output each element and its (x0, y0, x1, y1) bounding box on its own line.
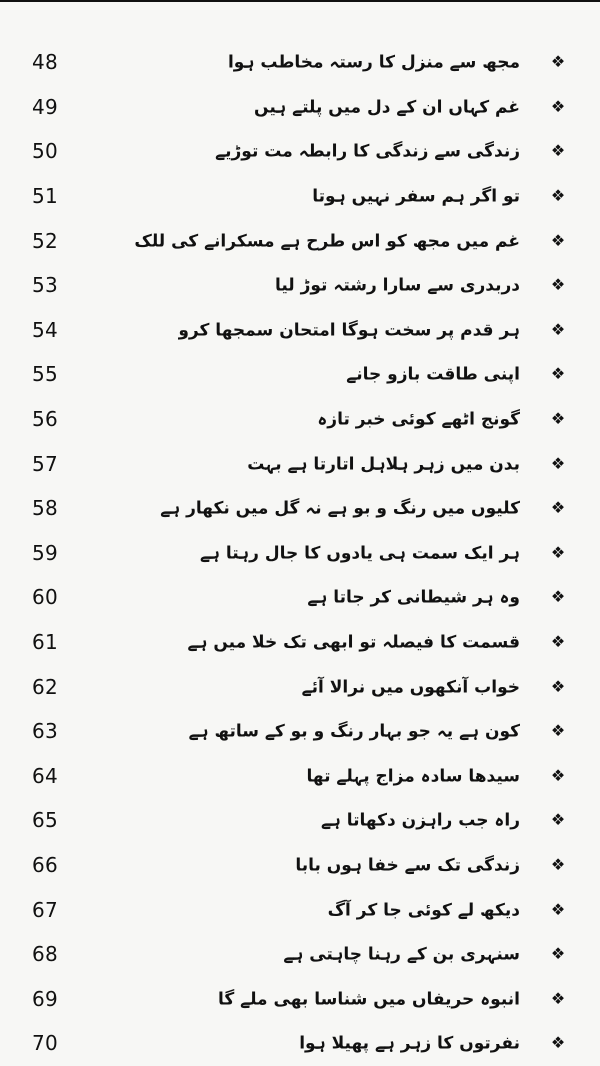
toc-entry (0, 1021, 600, 1066)
page-number: 49 (32, 94, 59, 119)
page-number: 57 (32, 451, 59, 476)
toc-entry (0, 441, 600, 486)
entry-title: مجھ سے منزل کا رستہ مخاطب ہوا (227, 52, 520, 73)
diamond-bullet-icon: ❖ (550, 364, 566, 384)
toc-entry (0, 754, 600, 799)
toc-entry (0, 620, 600, 665)
toc-entry (0, 486, 600, 531)
toc-entry (0, 129, 600, 174)
entry-title: زندگی سے زندگی کا رابطہ مت توڑیے (215, 141, 520, 162)
diamond-bullet-icon: ❖ (550, 409, 566, 429)
diamond-bullet-icon: ❖ (550, 96, 566, 116)
toc-entry (0, 218, 600, 263)
toc-entry (0, 263, 600, 308)
diamond-bullet-icon: ❖ (550, 453, 566, 473)
diamond-bullet-icon: ❖ (550, 319, 566, 339)
toc-entry (0, 174, 600, 219)
entry-title: زندگی تک سے خفا ہوں بابا (295, 855, 520, 876)
page-number: 53 (32, 273, 59, 298)
diamond-bullet-icon: ❖ (550, 899, 566, 919)
entry-title: سنہری بن کے رہنا چاہتی ہے (283, 944, 520, 965)
table-of-contents (0, 40, 600, 1066)
toc-entry (0, 709, 600, 754)
page-number: 69 (32, 986, 59, 1011)
toc-entry (0, 575, 600, 620)
diamond-bullet-icon: ❖ (550, 1033, 566, 1053)
page-number: 55 (32, 362, 59, 387)
toc-entry (0, 85, 600, 130)
toc-entry (0, 887, 600, 932)
page-number: 50 (32, 139, 59, 164)
diamond-bullet-icon: ❖ (550, 988, 566, 1008)
entry-title: تو اگر ہم سفر نہیں ہوتا (312, 186, 520, 207)
page-number: 66 (32, 852, 59, 877)
page-number: 56 (32, 407, 59, 432)
page-number: 70 (32, 1031, 59, 1056)
diamond-bullet-icon: ❖ (550, 854, 566, 874)
diamond-bullet-icon: ❖ (550, 944, 566, 964)
entry-title: گونج اٹھے کوئی خبر تازہ (317, 409, 520, 430)
entry-title: قسمت کا فیصلہ تو ابھی تک خلا میں ہے (187, 632, 520, 653)
toc-entry (0, 40, 600, 85)
page-number: 54 (32, 317, 59, 342)
diamond-bullet-icon: ❖ (550, 810, 566, 830)
diamond-bullet-icon: ❖ (550, 141, 566, 161)
page-number: 68 (32, 942, 59, 967)
entry-title: انبوہ حریفاں میں شناسا بھی ملے گا (217, 989, 520, 1010)
page-number: 61 (32, 630, 59, 655)
diamond-bullet-icon: ❖ (550, 52, 566, 72)
entry-title: اپنی طاقت بازو جانے (346, 364, 520, 385)
page-number: 63 (32, 719, 59, 744)
page-number: 58 (32, 496, 59, 521)
entry-title: خواب آنکھوں میں نرالا آئے (301, 677, 520, 698)
diamond-bullet-icon: ❖ (550, 542, 566, 562)
toc-entry (0, 843, 600, 888)
entry-title: غم کہاں ان کے دل میں پلتے ہیں (254, 97, 520, 118)
diamond-bullet-icon: ❖ (550, 721, 566, 741)
toc-entry (0, 664, 600, 709)
entry-title: ہر ایک سمت ہی یادوں کا جال رہتا ہے (200, 543, 520, 564)
entry-title: نفرتوں کا زہر ہے پھیلا ہوا (299, 1033, 520, 1054)
entry-title: کون ہے یہ جو بہار رنگ و بو کے ساتھ ہے (188, 721, 520, 742)
entry-title: بدن میں زہر ہلاہل اتارتا ہے بہت (247, 454, 520, 475)
diamond-bullet-icon: ❖ (550, 498, 566, 518)
diamond-bullet-icon: ❖ (550, 186, 566, 206)
page-number: 59 (32, 540, 59, 565)
entry-title: سیدھا سادہ مزاج پہلے تھا (306, 766, 520, 787)
entry-title: کلیوں میں رنگ و بو ہے نہ گل میں نکھار ہے (160, 498, 520, 519)
diamond-bullet-icon: ❖ (550, 230, 566, 250)
diamond-bullet-icon: ❖ (550, 275, 566, 295)
toc-entry (0, 308, 600, 353)
diamond-bullet-icon: ❖ (550, 587, 566, 607)
page-number: 64 (32, 763, 59, 788)
diamond-bullet-icon: ❖ (550, 632, 566, 652)
toc-entry (0, 798, 600, 843)
diamond-bullet-icon: ❖ (550, 765, 566, 785)
toc-entry (0, 352, 600, 397)
entry-title: غم میں مجھ کو اس طرح ہے مسکرانے کی للک (134, 231, 520, 252)
entry-title: وہ ہر شیطانی کر جاتا ہے (307, 587, 520, 608)
toc-entry (0, 932, 600, 977)
page-number: 60 (32, 585, 59, 610)
page-number: 51 (32, 184, 59, 209)
toc-entry (0, 976, 600, 1021)
toc-entry (0, 397, 600, 442)
toc-entry (0, 531, 600, 576)
page-number: 67 (32, 897, 59, 922)
entry-title: دربدری سے سارا رشتہ توڑ لیا (274, 275, 520, 296)
entry-title: ہر قدم پر سخت ہوگا امتحان سمجھا کرو (178, 320, 520, 341)
page-number: 48 (32, 50, 59, 75)
entry-title: دیکھ لے کوئی جا کر آگ (327, 900, 520, 921)
entry-title: راہ جب راہزن دکھاتا ہے (320, 810, 520, 831)
diamond-bullet-icon: ❖ (550, 676, 566, 696)
page-number: 62 (32, 674, 59, 699)
page-number: 65 (32, 808, 59, 833)
page-number: 52 (32, 228, 59, 253)
